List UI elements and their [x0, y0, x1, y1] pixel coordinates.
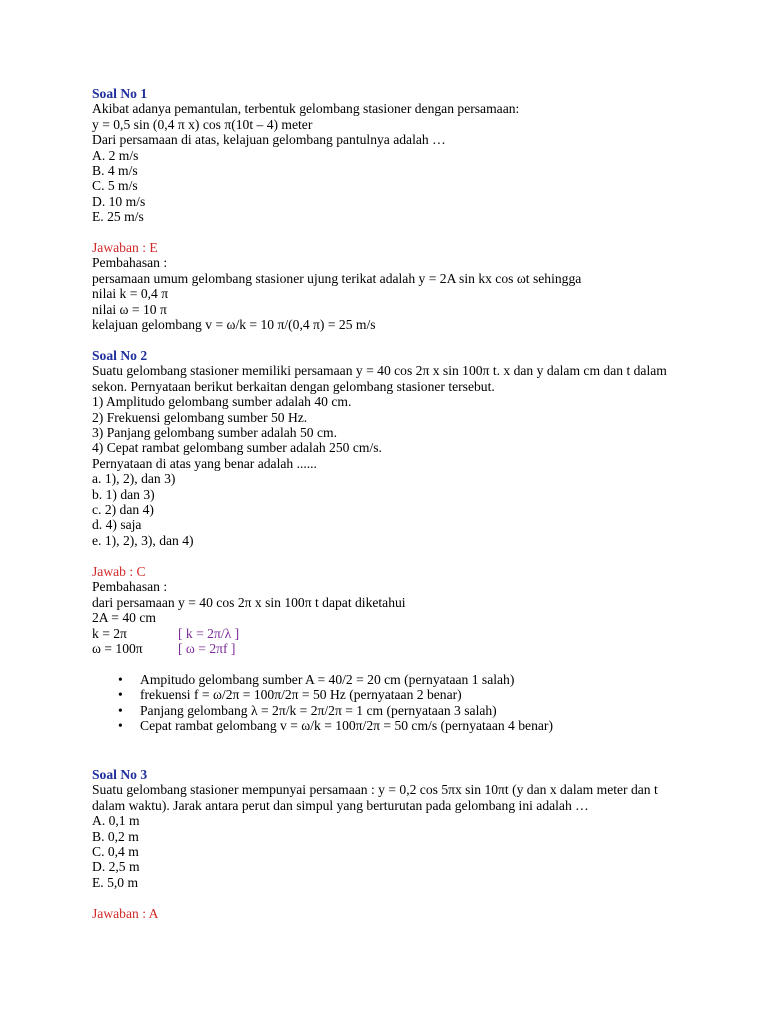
question-1 — [92, 86, 732, 225]
question-1-answer-block — [92, 240, 732, 332]
question-2-option-b: b. 1) dan 3) — [92, 486, 155, 502]
bullet-icon: • — [118, 718, 123, 734]
question-2-discussion-2: 2A = 40 cm — [92, 610, 156, 626]
question-2-heading: Soal No 2 — [92, 348, 148, 363]
question-2-discussion-1: dari persamaan y = 40 cos 2π x sin 100π t dapat diketahui — [92, 594, 406, 610]
question-3-option-d: D. 2,5 m — [92, 859, 140, 875]
bullet-item-1 — [118, 672, 758, 687]
question-3-option-a: A. 0,1 m — [92, 813, 140, 829]
bullet-item-3 — [118, 703, 758, 718]
question-2-option-e: e. 1), 2), 3), dan 4) — [92, 532, 194, 548]
question-1-line-1: Akibat adanya pemantulan, terbentuk gelombang stasioner dengan persamaan: — [92, 101, 520, 117]
bullet-text-2: frekuensi f = ω/2π = 100π/2π = 50 Hz (pernyataan 2 benar) — [140, 687, 462, 703]
bullet-item-4 — [118, 718, 758, 733]
question-3-text: Suatu gelombang stasioner mempunyai persamaan : y = 0,2 cos 5πx sin 10πt (y dan x dalam meter dan t dalam waktu). Jarak antara perut dan simpul yang berturutan pada gelombang ini adalah … — [92, 782, 658, 813]
question-2 — [92, 348, 732, 548]
question-3-option-b: B. 0,2 m — [92, 828, 139, 844]
question-2-statement-2: 2) Frekuensi gelombang sumber 50 Hz. — [92, 409, 308, 425]
question-2-option-a: a. 1), 2), dan 3) — [92, 471, 176, 487]
bullet-icon: • — [118, 672, 123, 687]
question-2-statement-1: 1) Amplitudo gelombang sumber adalah 40 cm. — [92, 394, 352, 410]
question-2-eq-row-omega — [92, 641, 732, 656]
question-3-answer: Jawaban : A — [92, 906, 159, 921]
bullet-icon: • — [118, 687, 123, 703]
question-3-option-c: C. 0,4 m — [92, 844, 139, 860]
question-2-text: Suatu gelombang stasioner memiliki persamaan y = 40 cos 2π x sin 100π t. x dan y dalam cm dan t dalam sekon. Pernyataan berikut berkaitan dengan gelombang stasioner tersebut. — [92, 363, 667, 394]
bullet-text-4: Cepat rambat gelombang v = ω/k = 100π/2π = 50 cm/s (pernyataan 4 benar) — [140, 718, 553, 734]
question-1-discussion-title: Pembahasan : — [92, 255, 168, 271]
question-2-eq-omega: ω = 100π — [92, 641, 143, 657]
question-1-discussion-3: nilai ω = 10 π — [92, 301, 167, 317]
question-2-eq-omega-note: [ ω = 2πf ] — [178, 641, 236, 657]
question-1-discussion-1: persamaan umum gelombang stasioner ujung terikat adalah y = 2A sin kx cos ωt sehingga — [92, 270, 582, 286]
question-1-line-3: Dari persamaan di atas, kelajuan gelombang pantulnya adalah … — [92, 132, 446, 148]
bullet-text-3: Panjang gelombang λ = 2π/k = 2π/2π = 1 cm (pernyataan 3 salah) — [140, 702, 497, 718]
question-2-eq-row-k — [92, 626, 732, 641]
question-2-bullets — [118, 672, 758, 734]
question-1-option-c: C. 5 m/s — [92, 178, 138, 194]
question-3-option-e: E. 5,0 m — [92, 874, 139, 890]
question-3 — [92, 767, 732, 890]
question-2-discussion-title: Pembahasan : — [92, 579, 168, 595]
question-3-heading: Soal No 3 — [92, 767, 148, 782]
bullet-item-2 — [118, 687, 758, 702]
question-2-statement-3: 3) Panjang gelombang sumber adalah 50 cm. — [92, 425, 337, 441]
question-1-line-2: y = 0,5 sin (0,4 π x) cos π(10t – 4) meter — [92, 116, 313, 132]
question-2-question: Pernyataan di atas yang benar adalah ...... — [92, 455, 317, 471]
question-1-heading: Soal No 1 — [92, 86, 148, 101]
question-2-option-c: c. 2) dan 4) — [92, 502, 154, 518]
question-1-option-b: B. 4 m/s — [92, 163, 138, 179]
question-1-discussion-2: nilai k = 0,4 π — [92, 286, 169, 302]
question-1-answer: Jawaban : E — [92, 240, 158, 255]
question-2-answer-block — [92, 564, 732, 656]
question-2-statement-4: 4) Cepat rambat gelombang sumber adalah 250 cm/s. — [92, 440, 382, 456]
question-1-discussion-4: kelajuan gelombang v = ω/k = 10 π/(0,4 π) = 25 m/s — [92, 317, 376, 333]
question-1-option-a: A. 2 m/s — [92, 147, 139, 163]
bullet-text-1: Ampitudo gelombang sumber A = 40/2 = 20 cm (pernyataan 1 salah) — [140, 672, 515, 687]
question-1-option-d: D. 10 m/s — [92, 193, 146, 209]
question-1-option-e: E. 25 m/s — [92, 209, 144, 225]
question-2-eq-k-note: [ k = 2π/λ ] — [178, 625, 240, 641]
question-2-answer: Jawab : C — [92, 564, 146, 579]
question-3-answer-block — [92, 906, 732, 921]
question-2-option-d: d. 4) saja — [92, 517, 142, 533]
bullet-icon: • — [118, 702, 123, 718]
question-2-eq-k: k = 2π — [92, 625, 127, 641]
